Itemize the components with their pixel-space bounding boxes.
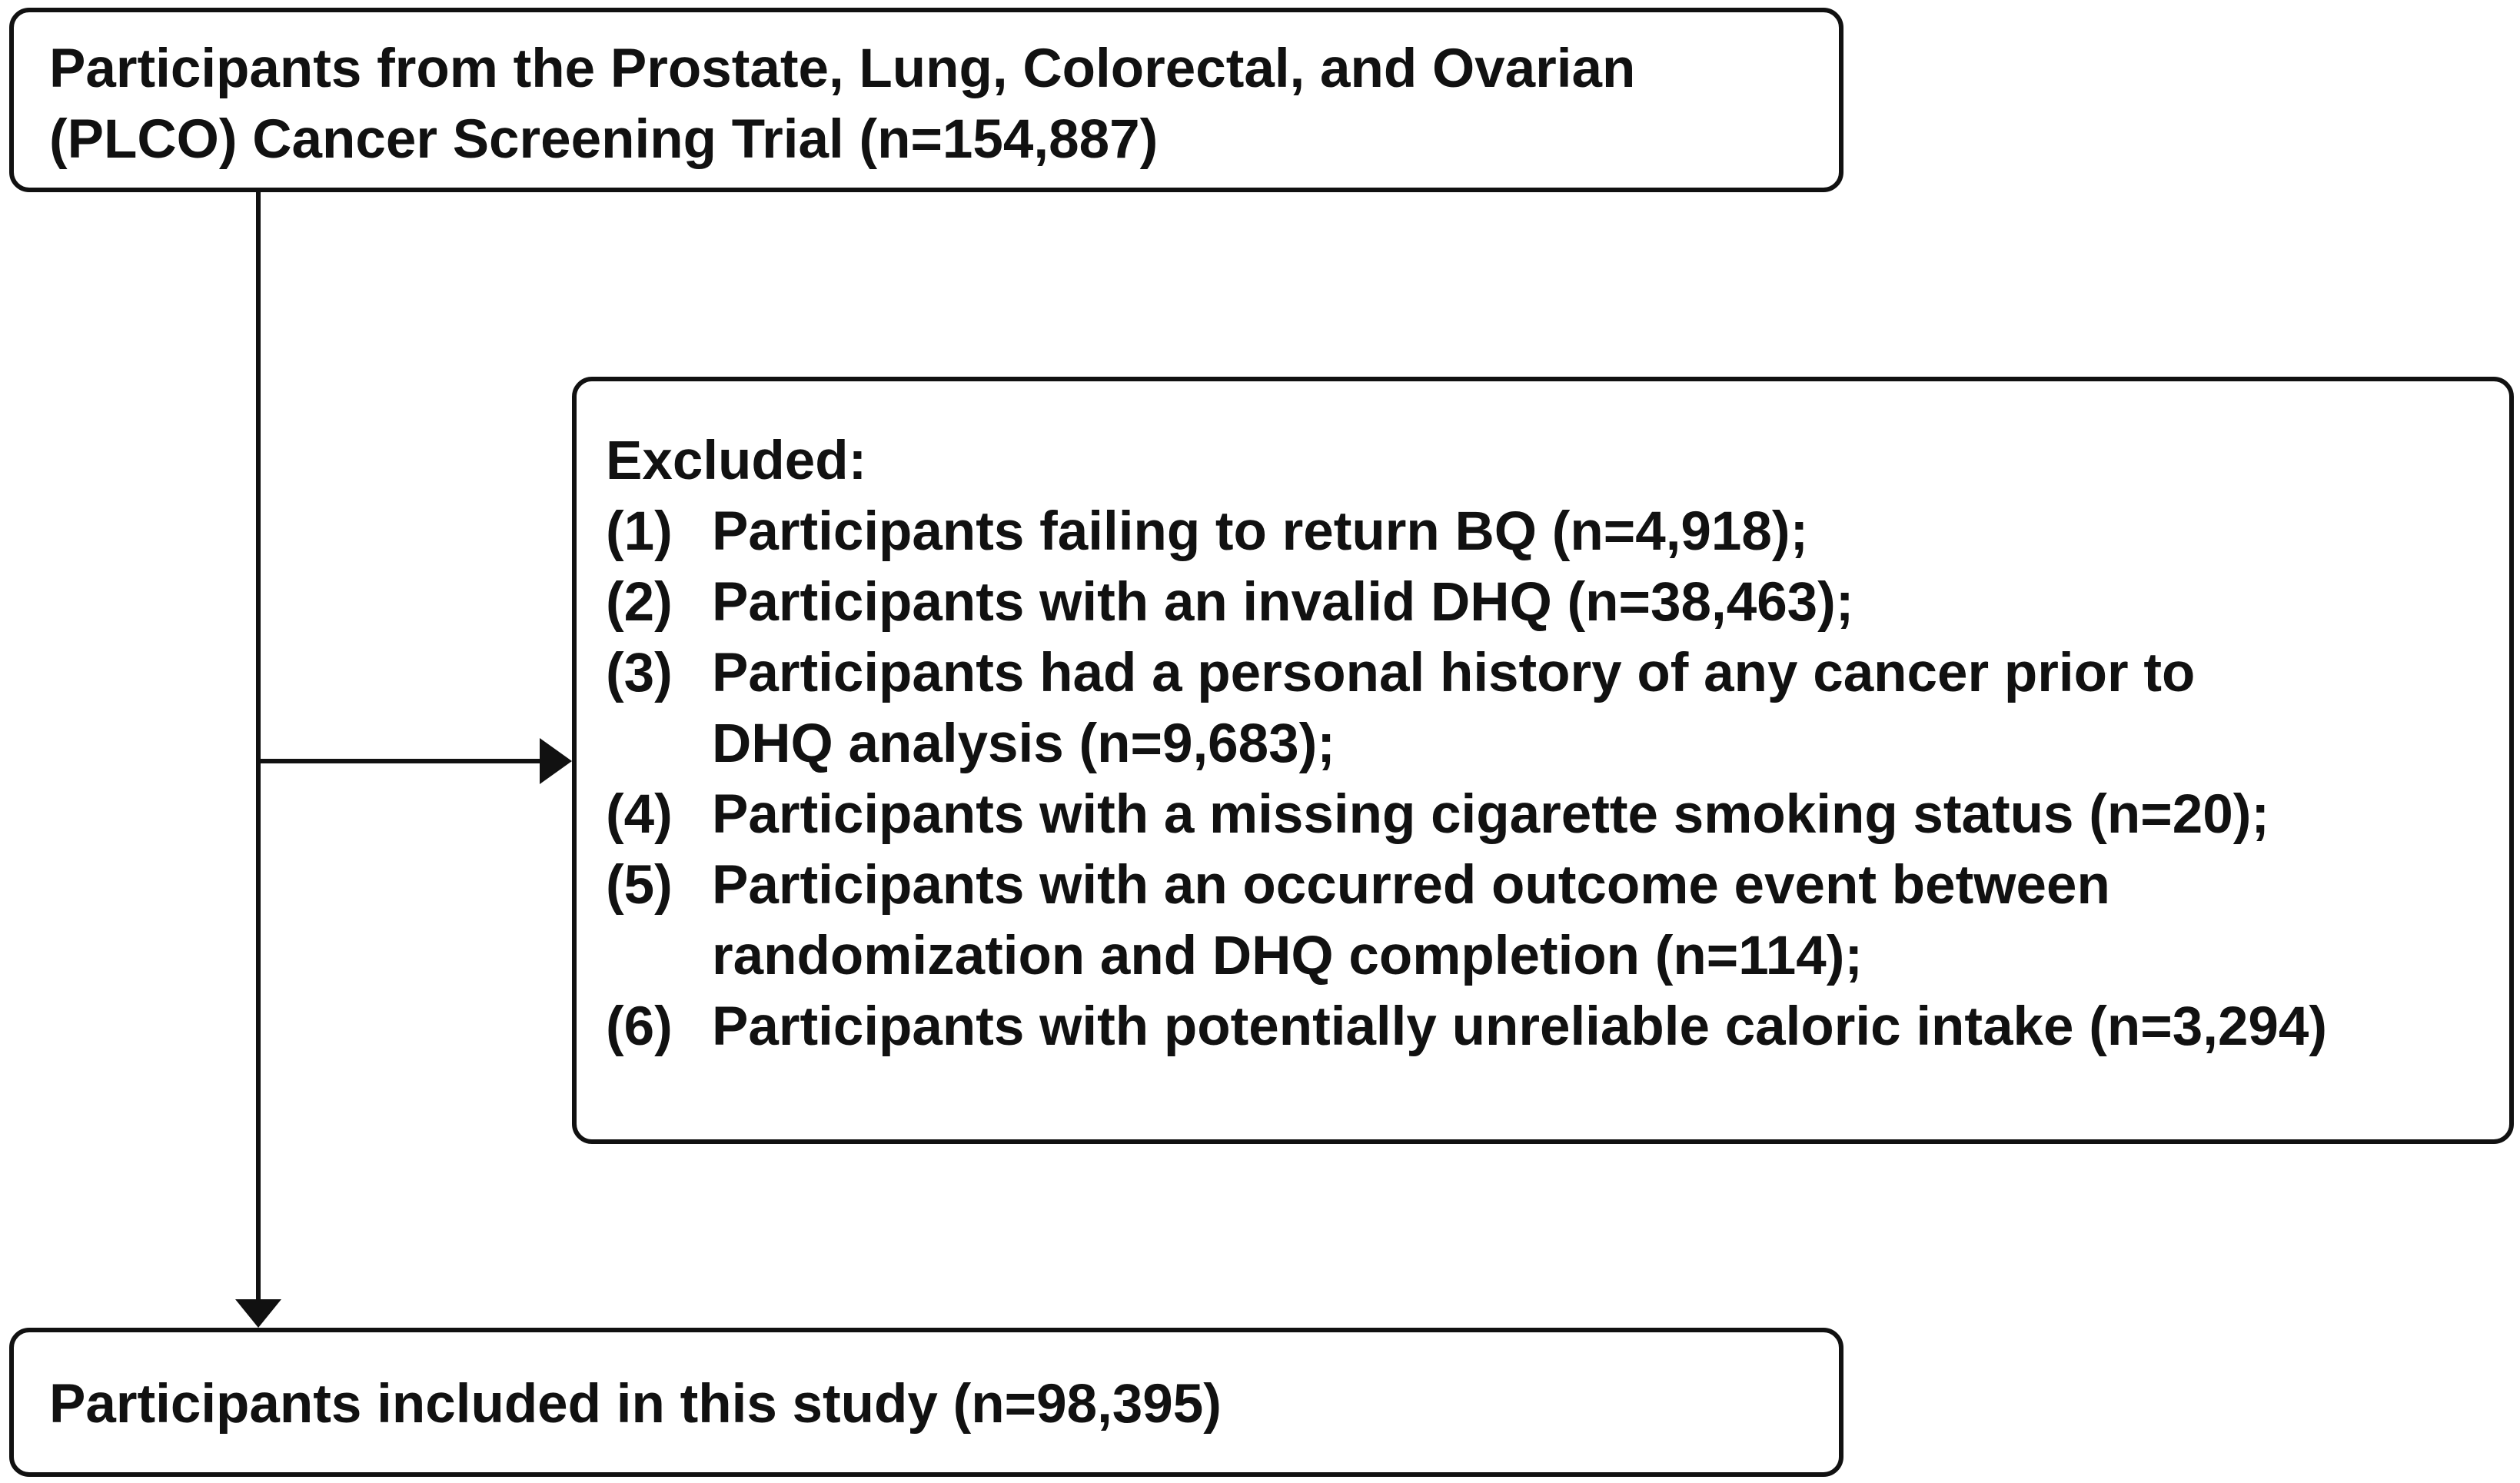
included-population-box xyxy=(9,1328,1843,1477)
exclusion-box xyxy=(572,377,2514,1144)
source-population-line-1: Participants from the Prostate, Lung, Colorectal, and Ovarian xyxy=(49,38,1636,99)
exclusion-item-text: Participants with potentially unreliable caloric intake (n=3,294) xyxy=(712,996,2328,1057)
exclusion-item xyxy=(606,780,2327,850)
exclusion-item-number: (2) xyxy=(606,572,673,633)
exclusion-item xyxy=(606,992,2327,1062)
source-population-box xyxy=(9,8,1843,192)
exclusion-item-number: (6) xyxy=(606,996,673,1057)
exclusion-item-continuation: DHQ analysis (n=9,683); xyxy=(712,713,1335,774)
included-population-text: Participants included in this study (n=98,395) xyxy=(49,1374,1222,1435)
exclusion-list xyxy=(606,426,2327,1062)
source-population-text xyxy=(49,34,1635,175)
exclusion-item-text: Participants with an occurred outcome event between xyxy=(712,855,2110,916)
exclusion-item-number: (3) xyxy=(606,643,673,703)
right-arrowhead xyxy=(540,738,572,784)
exclusion-item-text: Participants with an invalid DHQ (n=38,463); xyxy=(712,572,1854,633)
exclusion-item-continuation: randomization and DHQ completion (n=114); xyxy=(712,926,1863,986)
exclusion-item-number: (1) xyxy=(606,501,673,562)
exclusion-item xyxy=(606,497,2327,567)
exclusion-item-text: Participants failing to return BQ (n=4,918); xyxy=(712,501,1809,562)
source-population-line-2: (PLCO) Cancer Screening Trial (n=154,887) xyxy=(49,109,1159,170)
exclusion-item-number: (4) xyxy=(606,784,673,845)
exclusion-item xyxy=(606,850,2327,921)
exclusion-heading: Excluded: xyxy=(606,431,867,491)
exclusion-item xyxy=(606,567,2327,638)
down-arrowhead xyxy=(235,1299,281,1328)
exclusion-item-number: (5) xyxy=(606,855,673,916)
exclusion-item-text: Participants with a missing cigarette smoking status (n=20); xyxy=(712,784,2269,845)
exclusion-item-text: Participants had a personal history of any cancer prior to xyxy=(712,643,2196,703)
exclusion-item xyxy=(606,638,2327,709)
